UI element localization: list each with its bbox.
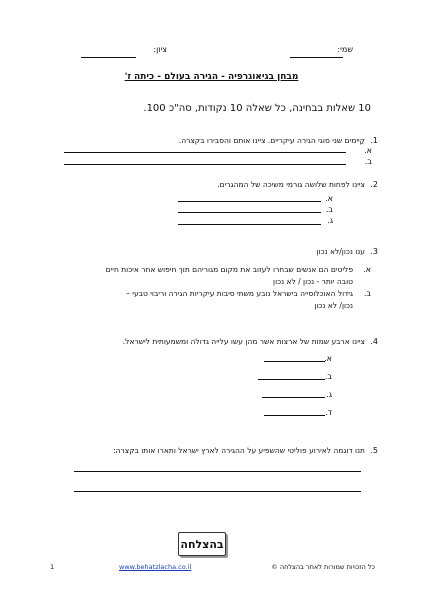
q4-b-letter: ב. — [324, 372, 332, 381]
q2-c-answer-line[interactable] — [178, 224, 321, 225]
q2-c-letter: ג. — [327, 216, 333, 225]
q3-b-statement: גידול האוכלוסייה בישראל נובע משתי סיבות עיקריות הגירה וריבוי טבעי – — [126, 289, 353, 298]
q4-text: ציינו ארבע שמות של ארצות אשר מהן עשו עלייה גדולה ומשמעותית לישראל. — [122, 337, 365, 346]
q2-text: ציינו לפחות שלושה גורמי משיכה של המהגרים. — [217, 180, 365, 189]
q3-a-statement: פליטים הם אנשים שבחרו לעזוב את מקום מגוריהם תוך חיפוש אחר איכות חיים — [105, 265, 353, 274]
grade-field[interactable] — [81, 57, 136, 58]
q5-number: 5. — [370, 446, 378, 455]
q4-d-letter: ד. — [325, 408, 332, 417]
good-luck-badge-text: בהצלחה — [180, 537, 224, 551]
q4-number: 4. — [370, 337, 378, 346]
name-field[interactable] — [290, 57, 343, 58]
website-link[interactable]: www.behatzlacha.co.il — [119, 563, 192, 571]
q1-number: 1. — [370, 136, 378, 145]
good-luck-badge — [178, 532, 226, 556]
q4-c-answer-line[interactable] — [262, 397, 325, 398]
q5-answer-line-2[interactable] — [74, 491, 361, 492]
q4-a-letter: א. — [324, 354, 332, 363]
q1-a-answer-line[interactable] — [64, 152, 346, 153]
page-number: 1 — [50, 563, 55, 571]
page-title: מבחן בגיאוגרפיה - הגירה בעולם - כיתה ז' — [124, 72, 299, 82]
q4-a-answer-line[interactable] — [264, 361, 325, 362]
q4-c-letter: ג. — [326, 390, 332, 399]
q3-b-choice[interactable]: נכון/ לא נכון — [314, 301, 353, 310]
q2-a-letter: א. — [325, 194, 333, 203]
q3-a-letter: א. — [363, 265, 371, 274]
q2-b-letter: ב. — [325, 205, 333, 214]
q2-b-answer-line[interactable] — [178, 212, 321, 213]
copyright-text: כל הזכויות שמורות לאתר בהצלחה © — [271, 563, 375, 571]
q3-text: ענו נכון/לא נכון — [316, 247, 365, 256]
q3-b-letter: ב. — [363, 289, 371, 298]
q5-text: תנו דוגמה לאירוע פוליטי שהשפיע על ההגירה לארץ ישראל ותארו אותו בקצרה: — [113, 446, 365, 455]
q1-text: קַיימים שני סוגי הגירה עיקריים. ציינו אותם והסבירו בקצרה. — [178, 136, 365, 145]
q3-number: 3. — [370, 247, 378, 256]
q3-a-choice[interactable]: טובה יותר - נכון / לא נכון — [273, 277, 353, 286]
q1-b-answer-line[interactable] — [64, 164, 346, 165]
q4-b-answer-line[interactable] — [258, 379, 325, 380]
q4-d-answer-line[interactable] — [264, 415, 325, 416]
intro-text: 10 שאלות בבחינה, כל שאלה 10 נקודות, סה"כ 100. — [143, 103, 371, 114]
q2-number: 2. — [370, 180, 378, 189]
q2-a-answer-line[interactable] — [178, 201, 321, 202]
q5-answer-line-1[interactable] — [74, 471, 361, 472]
q1-a-letter: א. — [364, 146, 372, 155]
q1-b-letter: ב. — [364, 157, 372, 166]
grade-label: ציון: — [153, 45, 167, 54]
name-label: שמי: — [337, 45, 353, 54]
